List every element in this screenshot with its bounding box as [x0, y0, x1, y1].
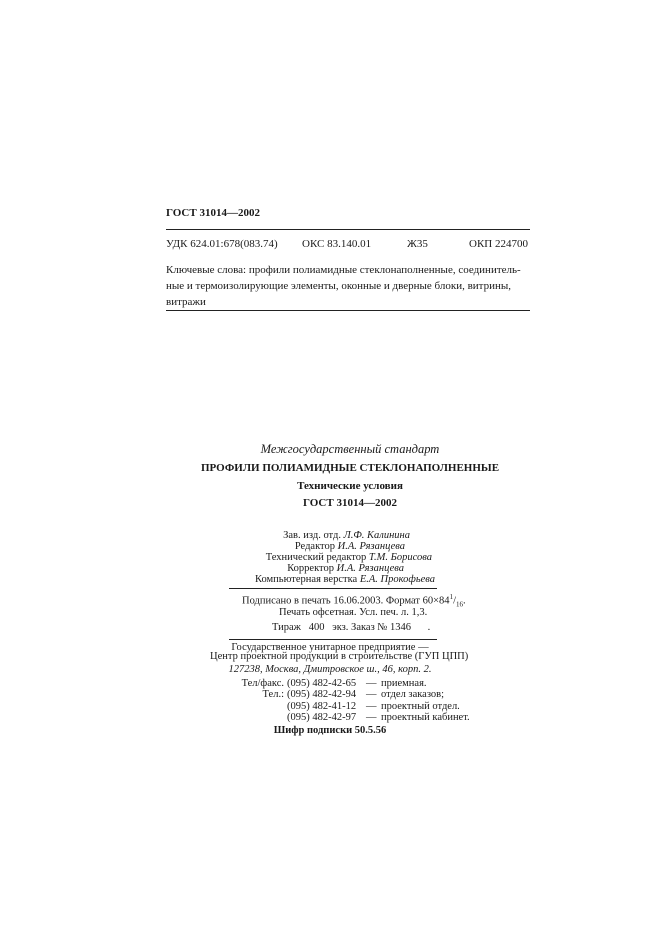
- divider: [229, 639, 437, 640]
- publisher-address: 127238, Москва, Дмитровское ш., 46, корп. 2.: [228, 664, 432, 675]
- keywords-line-3: витражи: [166, 296, 206, 308]
- phone-row: (095) 482-41-12 — проектный отдел.: [287, 700, 460, 712]
- okp-code: ОКП 224700: [469, 238, 528, 250]
- zh-code: Ж35: [407, 238, 428, 250]
- publisher-line-2: Центр проектной продукции в строительстве (ГУП ЦПП): [210, 651, 469, 662]
- keywords-line-1: Ключевые слова: профили полиамидные стеклонаполненные, соединитель-: [166, 264, 521, 276]
- phone-list: [228, 678, 470, 723]
- oks-code: ОКС 83.140.01: [302, 238, 372, 250]
- phone-row: Тел/факс. (095) 482-42-65 — приемная.: [241, 678, 427, 689]
- divider: [166, 310, 530, 311]
- document-code: ГОСТ 31014—2002: [166, 207, 260, 219]
- keywords-line-2: ные и термоизолирующие элементы, оконные и дверные блоки, витрины,: [166, 280, 512, 292]
- phone-row: (095) 482-42-97 — проектный кабинет.: [287, 711, 470, 723]
- subscription-cipher: Шифр подписки 50.5.56: [273, 725, 387, 736]
- standard-subtitle: Технические условия: [297, 480, 403, 492]
- tirazh-line: Тираж 400 экз. Заказ № 1346 .: [272, 622, 431, 633]
- phone-row: Тел.: (095) 482-42-94 — отдел заказов;: [262, 689, 445, 701]
- signed-line: Подписано в печать 16.06.2003. Формат $60\times 84^1/_{16}$.: [242, 593, 466, 609]
- publisher-line-1: Государственное унитарное предприятие —: [231, 642, 429, 653]
- staff-row: Компьютерная верстка Е.А. Прокофьева: [255, 574, 435, 585]
- udk-code: УДК 624.01:678(083.74): [166, 238, 278, 250]
- print-line: Печать офсетная. Усл. печ. л. 1,3.: [279, 607, 428, 618]
- staff-row: Технический редактор Т.М. Борисова: [265, 552, 432, 563]
- divider: [166, 229, 530, 230]
- staff-row: Корректор И.А. Рязанцева: [287, 563, 404, 574]
- staff-row: Редактор И.А. Рязанцева: [294, 541, 405, 552]
- staff-row: Зав. изд. отд. Л.Ф. Калинина: [283, 530, 410, 541]
- divider: [229, 588, 437, 589]
- standard-title: ПРОФИЛИ ПОЛИАМИДНЫЕ СТЕКЛОНАПОЛНЕННЫЕ: [200, 462, 500, 474]
- standard-kind: Межгосударственный стандарт: [260, 442, 440, 456]
- standard-code: ГОСТ 31014—2002: [303, 497, 397, 509]
